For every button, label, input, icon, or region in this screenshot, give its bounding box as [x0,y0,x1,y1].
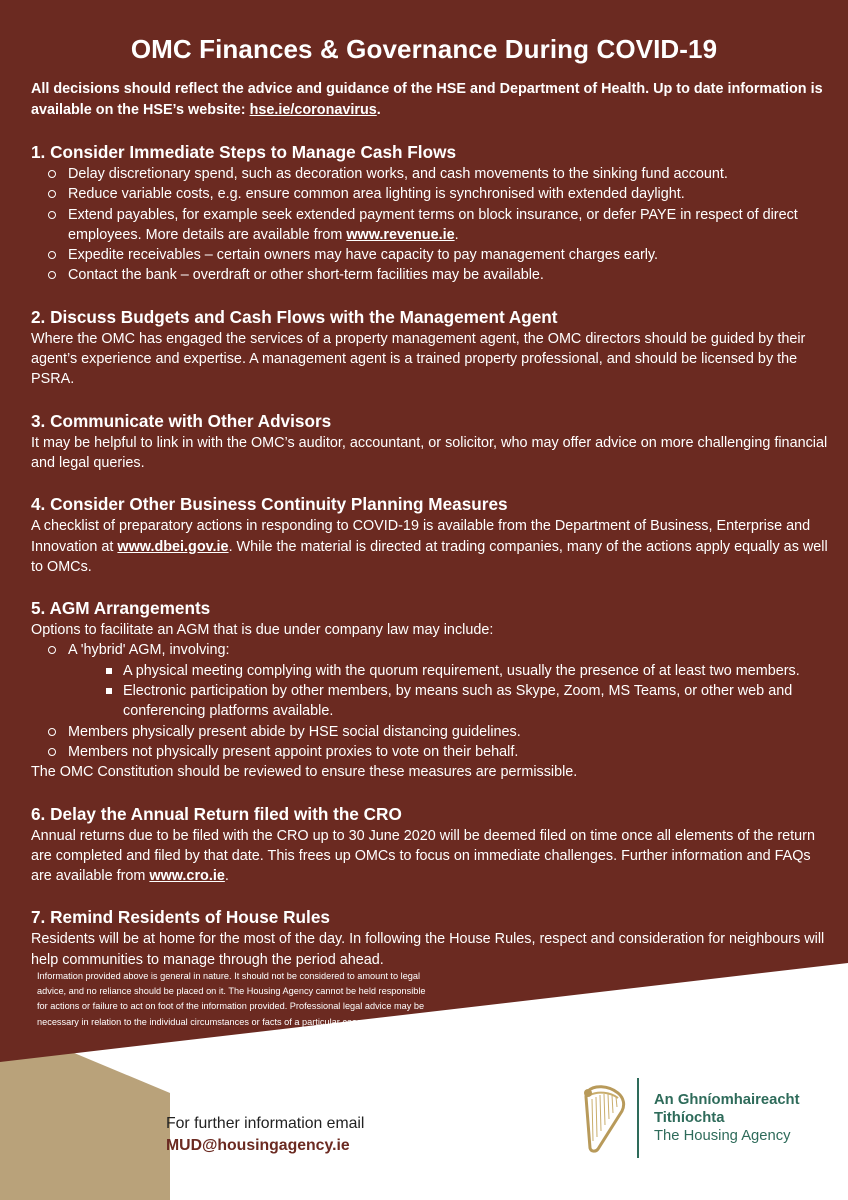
list-item: A 'hybrid' AGM, involving: A physical meeting complying with the quorum requirement, usually the presence of at least two members. Electronic participation by other members, by means such as Skype, Zoom, MS Teams, or other web and conferencing platforms available. [31,640,831,721]
circle-bullet-icon [48,271,56,279]
list-item: Members not physically present appoint proxies to vote on their behalf. [31,742,831,762]
logo-text-irish-2: Tithíochta [654,1110,725,1126]
contact-block [166,1113,364,1157]
list-item: Electronic participation by other members, by means such as Skype, Zoom, MS Teams, or other web and conferencing platforms available. [68,681,831,722]
disclaimer-text: Information provided above is general in nature. It should not be considered to amount to legal advice, and no reliance should be placed on it. The Housing Agency cannot be held responsible for actions or failure to act on foot of the information provided. Professional legal advice may be necessary in relation to the individual circumstances or facts of a particular case. [37,971,426,1027]
list-item: Contact the bank – overdraft or other short-term facilities may be available. [31,265,831,285]
section-body: A checklist of preparatory actions in responding to COVID-19 is available from the Department of Business, Enterprise and Innovation at www.dbei.gov.ie. While the material is directed at trading companies, many of the actions apply equally as well to OMCs. [31,518,828,575]
section-outro: The OMC Constitution should be reviewed to ensure these measures are permissible. [31,764,578,781]
hse-link[interactable]: hse.ie/coronavirus [249,102,377,118]
page-title: OMC Finances & Governance During COVID-19 [130,34,718,64]
logo-text-english: The Housing Agency [654,1128,791,1144]
section-heading: 6. Delay the Annual Return filed with the CRO [31,803,402,824]
section-intro: Options to facilitate an AGM that is due under company law may include: [31,622,494,639]
section-heading: 4. Consider Other Business Continuity Planning Measures [31,494,508,515]
circle-bullet-icon [48,211,56,219]
dbei-link[interactable]: www.dbei.gov.ie [117,538,229,555]
agm-list [31,640,831,762]
list-item: Reduce variable costs, e.g. ensure common area lighting is synchronised with extended daylight. [31,184,831,204]
intro-text: All decisions should reflect the advice and guidance of the HSE and Department of Health. Up to date information is available on the HSE’s website: hse.ie/coronavirus. [31,81,823,118]
contact-email-link[interactable]: MUD@housingagency.ie [166,1137,350,1154]
circle-bullet-icon [48,748,56,756]
circle-bullet-icon [48,170,56,178]
section-body: Residents will be at home for the most of the day. In following the House Rules, respect and consideration for neighbours will help communities to manage through the period ahead. [31,931,825,968]
section-heading: 3. Communicate with Other Advisors [31,410,332,431]
section-annual-return [31,803,831,887]
cash-flow-list [31,164,831,286]
logo-divider [637,1078,639,1158]
hybrid-agm-sublist [68,661,831,722]
section-heading: 2. Discuss Budgets and Cash Flows with the Management Agent [31,306,558,327]
circle-bullet-icon [48,646,56,654]
section-body: Annual returns due to be filed with the CRO up to 30 June 2020 will be deemed filed on time once all elements of the return are completed and filed by that date. This frees up OMCs to focus on immediate challenges. Further information and FAQs are available from www.cro.ie. [31,827,815,885]
section-cash-flows [31,141,831,286]
square-bullet-icon [106,668,112,674]
housing-agency-logo [578,1078,838,1160]
logo-text-irish-1: An Ghníomhaireacht [654,1092,800,1108]
section-heading: 5. AGM Arrangements [31,598,211,619]
section-heading: 1. Consider Immediate Steps to Manage Cash Flows [31,142,457,162]
list-item: Delay discretionary spend, such as decoration works, and cash movements to the sinking fund account. [31,164,831,184]
section-body: Where the OMC has engaged the services of a property management agent, the OMC directors should be guided by their agent’s experience and expertise. A management agent is a trained property professional, and should be licensed by the PSRA. [31,330,806,388]
harp-icon [578,1083,628,1155]
section-house-rules [31,906,831,970]
contact-label: For further information email [166,1115,365,1132]
revenue-link[interactable]: www.revenue.ie [346,226,455,243]
section-body: It may be helpful to link in with the OMC’s auditor, accountant, or solicitor, who may offer advice on more challenging financial and legal queries. [31,434,828,471]
list-item: Expedite receivables – certain owners may have capacity to pay management charges early. [31,245,831,265]
section-heading: 7. Remind Residents of House Rules [31,907,330,928]
cro-link[interactable]: www.cro.ie [149,868,225,885]
main-content [31,34,831,970]
list-item: A physical meeting complying with the quorum requirement, usually the presence of at least two members. [68,661,831,681]
section-continuity [31,493,831,577]
section-budgets [31,306,831,390]
circle-bullet-icon [48,190,56,198]
list-item: Extend payables, for example seek extended payment terms on block insurance, or defer PAYE in respect of direct employees. More details are available from www.revenue.ie. [31,205,831,246]
circle-bullet-icon [48,251,56,259]
section-agm [31,597,831,782]
circle-bullet-icon [48,728,56,736]
square-bullet-icon [106,688,112,694]
list-item: Members physically present abide by HSE social distancing guidelines. [31,722,831,742]
section-advisors [31,410,831,474]
